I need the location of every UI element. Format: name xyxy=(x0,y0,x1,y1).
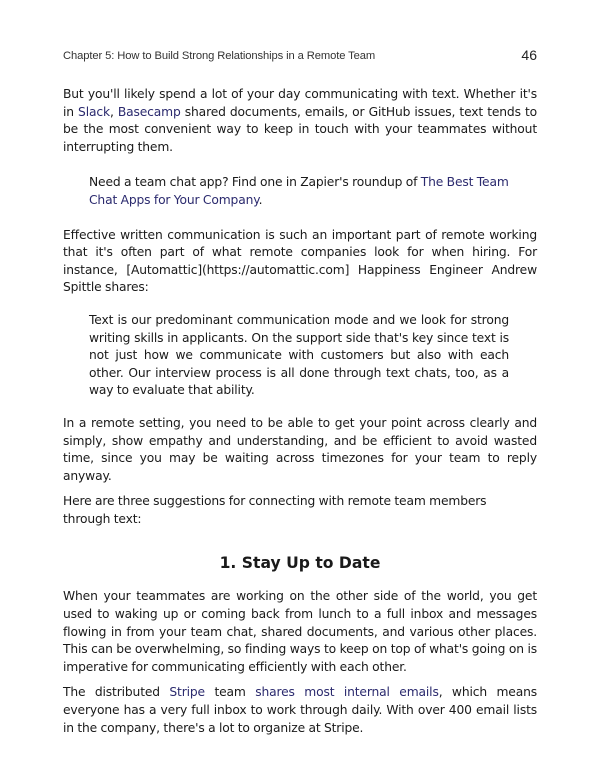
link-best-team-chat-apps[interactable]: The Best Team Chat Apps for Your Company xyxy=(89,175,509,207)
paragraph-text: team xyxy=(204,685,256,700)
paragraph-stay-up-to-date: When your teammates are working on the other side of the world, you get used to waking up or coming back from lunch to a full inbox and messages flowing in from your team chat, shared documents, and various other places. This can be overwhelming, so finding ways to keep on top of what's going on is imperative for communicating efficiently with each other. xyxy=(63,589,537,674)
link-slack[interactable]: Slack xyxy=(78,104,110,119)
section-heading: 1. Stay Up to Date xyxy=(219,554,381,573)
page-body xyxy=(63,86,537,737)
paragraph-text: , which means everyone has a very full inbox to work through daily. With over 400 email lists in the company, there's a lot to organize at Stripe. xyxy=(63,685,537,735)
paragraph-written-communication: Effective written communication is such an important part of remote working that it's often part of what remote companies look for when hiring. For instance, [Automattic](https://automattic.com] Happiness Engineer Andrew Spittle shares: xyxy=(63,227,537,295)
paragraph-text: shared documents, emails, or GitHub issues, text tends to be the most convenient way to keep in touch with your teammates without interrupting them. xyxy=(63,104,538,154)
link-stripe[interactable]: Stripe xyxy=(169,685,205,700)
paragraph-three-suggestions: Here are three suggestions for connecting with remote team members through text: xyxy=(63,494,487,526)
running-header xyxy=(63,48,537,68)
quote-andrew-spittle xyxy=(89,312,509,400)
aside-text: Need a team chat app? Find one in Zapier's roundup of xyxy=(89,175,421,190)
paragraph-text-communication xyxy=(63,86,537,156)
separator-text: , xyxy=(109,104,118,119)
paragraph-remote-setting: In a remote setting, you need to be able to get your point across clearly and simply, show empathy and understanding, and be efficient to avoid wasted time, since you may be waiting across timezones for your team to reply anyway. xyxy=(63,415,537,483)
link-shares-internal-emails[interactable]: shares most internal emails xyxy=(255,685,439,700)
chapter-title: Chapter 5: How to Build Strong Relationships in a Remote Team xyxy=(63,50,376,62)
aside-team-chat xyxy=(89,174,509,209)
quote-text: Text is our predominant communication mode and we look for strong writing skills in applicants. On the support side that's key since text is not just how we communicate with customers but also with each other. Our interview process is all done through text chats, too, as a way to evaluate that ability. xyxy=(89,312,509,398)
paragraph-stripe xyxy=(63,684,537,737)
paragraph-text: But you'll likely spend a lot of your day communicating with text. Whether it's in xyxy=(63,87,537,119)
page-number: 46 xyxy=(521,47,537,63)
paragraph-text: The distributed xyxy=(63,685,170,700)
link-basecamp[interactable]: Basecamp xyxy=(117,104,181,119)
aside-end: . xyxy=(258,192,263,207)
